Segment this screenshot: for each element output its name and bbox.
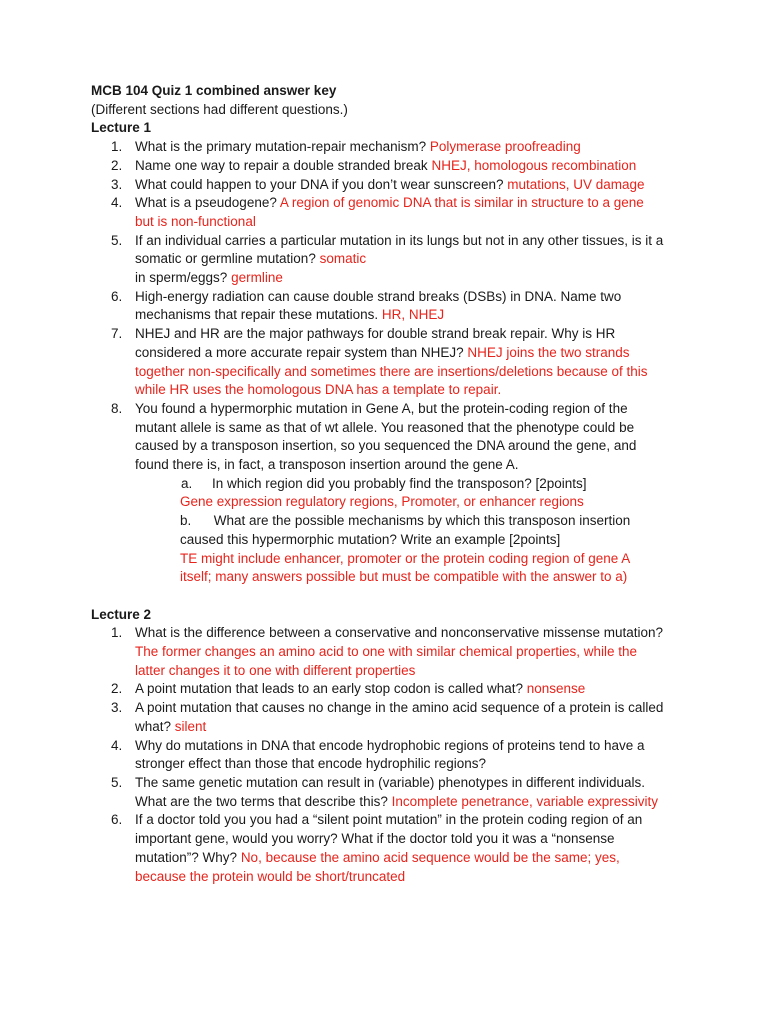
question-text: considered a more accurate repair system than NHEJ? [135, 344, 464, 360]
answer-text: somatic [319, 251, 367, 267]
answer-text: while HR uses the homologous DNA has a template to repair. [135, 382, 502, 398]
question-text: What could happen to your DNA if you don’t wear sunscreen? [135, 176, 504, 192]
lecture-2-question-2 [91, 680, 691, 699]
lecture-1-question-7 [91, 325, 691, 400]
answer-text: NHEJ joins the two strands [467, 344, 630, 360]
subquestion-answer: TE might include enhancer, promoter or the protein coding region of gene A [180, 550, 631, 566]
lecture-2-question-5 [91, 774, 691, 811]
answer-text: latter changes it to one with different properties [135, 662, 416, 678]
subquestion-letter: a. [181, 475, 193, 491]
answer-text: mutations, UV damage [507, 176, 645, 192]
question-text: You found a hypermorphic mutation in Gene A, but the protein-coding region of the [135, 400, 628, 416]
section-spacer [91, 587, 691, 606]
answer-key-content [91, 82, 691, 886]
question-number: 3. [111, 176, 123, 192]
question-number: 7. [111, 326, 123, 342]
question-number: 8. [111, 400, 123, 416]
section-note: (Different sections had different questions.) [91, 101, 348, 117]
lecture-1-heading: Lecture 1 [91, 120, 152, 136]
lecture-2-heading: Lecture 2 [91, 606, 152, 622]
question-text: somatic or germline mutation? [135, 251, 316, 267]
document-title: MCB 104 Quiz 1 combined answer key [91, 83, 337, 98]
answer-text: Incomplete penetrance, variable expressivity [391, 793, 659, 809]
answer-text: No, because the amino acid sequence would be the same; yes, [240, 849, 620, 865]
answer-text: together non-specifically and sometimes there are insertions/deletions because of this [135, 363, 648, 379]
question-text: The same genetic mutation can result in (variable) phenotypes in different individuals. [135, 775, 646, 790]
question-text: in sperm/eggs? [135, 270, 228, 286]
question-number: 5. [111, 775, 123, 790]
lecture-1-question-8 [91, 400, 691, 475]
subquestion-answer: Gene expression regulatory regions, Promoter, or enhancer regions [180, 494, 584, 510]
answer-text: Polymerase proofreading [429, 139, 581, 155]
question-text: stronger effect than those that encode hydrophilic regions? [135, 756, 486, 772]
answer-text: but is non-functional [135, 213, 256, 229]
question-text: What is the primary mutation-repair mechanism? [135, 139, 427, 155]
lecture-1-question-4 [91, 194, 691, 231]
lecture-2-question-4 [91, 737, 691, 774]
answer-text: A region of genomic DNA that is similar in structure to a gene [279, 195, 644, 211]
question-text: mutation”? Why? [135, 849, 238, 865]
question-number: 2. [111, 681, 123, 697]
question-number: 4. [111, 195, 123, 211]
answer-text: The former changes an amino acid to one with similar chemical properties, while the [135, 644, 637, 660]
question-number: 6. [111, 288, 123, 304]
question-text: Why do mutations in DNA that encode hydrophobic regions of proteins tend to have a [135, 737, 645, 753]
question-number: 2. [111, 157, 123, 173]
question-number: 3. [111, 700, 123, 716]
question-text: What is the difference between a conservative and nonconservative missense mutation? [135, 625, 664, 641]
question-text: If an individual carries a particular mutation in its lungs but not in any other tissues, is it a [135, 232, 664, 248]
answer-text: HR, NHEJ [381, 307, 445, 323]
subquestion-text: caused this hypermorphic mutation? Write an example [2points] [180, 531, 561, 547]
lecture-2-question-6 [91, 811, 691, 886]
answer-text: NHEJ, homologous recombination [431, 157, 637, 173]
lecture-1-question-8b [91, 512, 691, 531]
lecture-2-question-1 [91, 624, 691, 680]
question-text: found there is, in fact, a transposon insertion around the gene A. [135, 457, 519, 473]
lecture-1-question-5 [91, 232, 691, 288]
lecture-1-question-2 [91, 157, 691, 176]
question-text: What are the two terms that describe this? [135, 793, 388, 809]
question-text: High-energy radiation can cause double strand breaks (DSBs) in DNA. Name two [135, 288, 622, 304]
answer-text: silent [174, 718, 207, 734]
question-number: 1. [111, 139, 123, 155]
answer-text: because the protein would be short/truncated [135, 868, 406, 884]
question-text: A point mutation that leads to an early stop codon is called what? [135, 681, 523, 697]
question-text: what? [135, 718, 172, 734]
subquestion-answer: itself; many answers possible but must be compatible with the answer to a) [180, 569, 628, 585]
subquestion-text: What are the possible mechanisms by which this transposon insertion [213, 513, 631, 529]
lecture-2-question-3 [91, 699, 691, 736]
lecture-1-question-1 [91, 138, 691, 157]
question-number: 4. [111, 737, 123, 753]
question-text: caused by a transposon insertion, so you sequenced the DNA around the gene, and [135, 438, 637, 454]
question-number: 6. [111, 812, 123, 828]
question-text: NHEJ and HR are the major pathways for double strand break repair. Why is HR [135, 326, 616, 342]
answer-text: germline [231, 270, 283, 286]
question-number: 5. [111, 232, 123, 248]
lecture-1-question-3 [91, 176, 691, 195]
question-text: mutant allele is same as that of wt allele. You reasoned that the phenotype could be [135, 419, 635, 435]
question-text: mechanisms that repair these mutations. [135, 307, 379, 323]
subquestion-text: In which region did you probably find the transposon? [2points] [212, 475, 587, 491]
lecture-1-question-6 [91, 288, 691, 325]
question-number: 1. [111, 625, 123, 641]
question-text: important gene, would you worry? What if the doctor told you it was a “nonsense [135, 831, 615, 847]
question-text: If a doctor told you you had a “silent point mutation” in the protein coding region of an [135, 812, 643, 828]
subquestion-letter: b. [180, 513, 192, 529]
question-text: Name one way to repair a double stranded break [135, 157, 428, 173]
lecture-1-question-8a [91, 475, 691, 494]
question-text: What is a pseudogene? [135, 195, 277, 211]
question-text: A point mutation that causes no change in the amino acid sequence of a protein is called [135, 700, 664, 716]
answer-text: nonsense [526, 681, 586, 697]
